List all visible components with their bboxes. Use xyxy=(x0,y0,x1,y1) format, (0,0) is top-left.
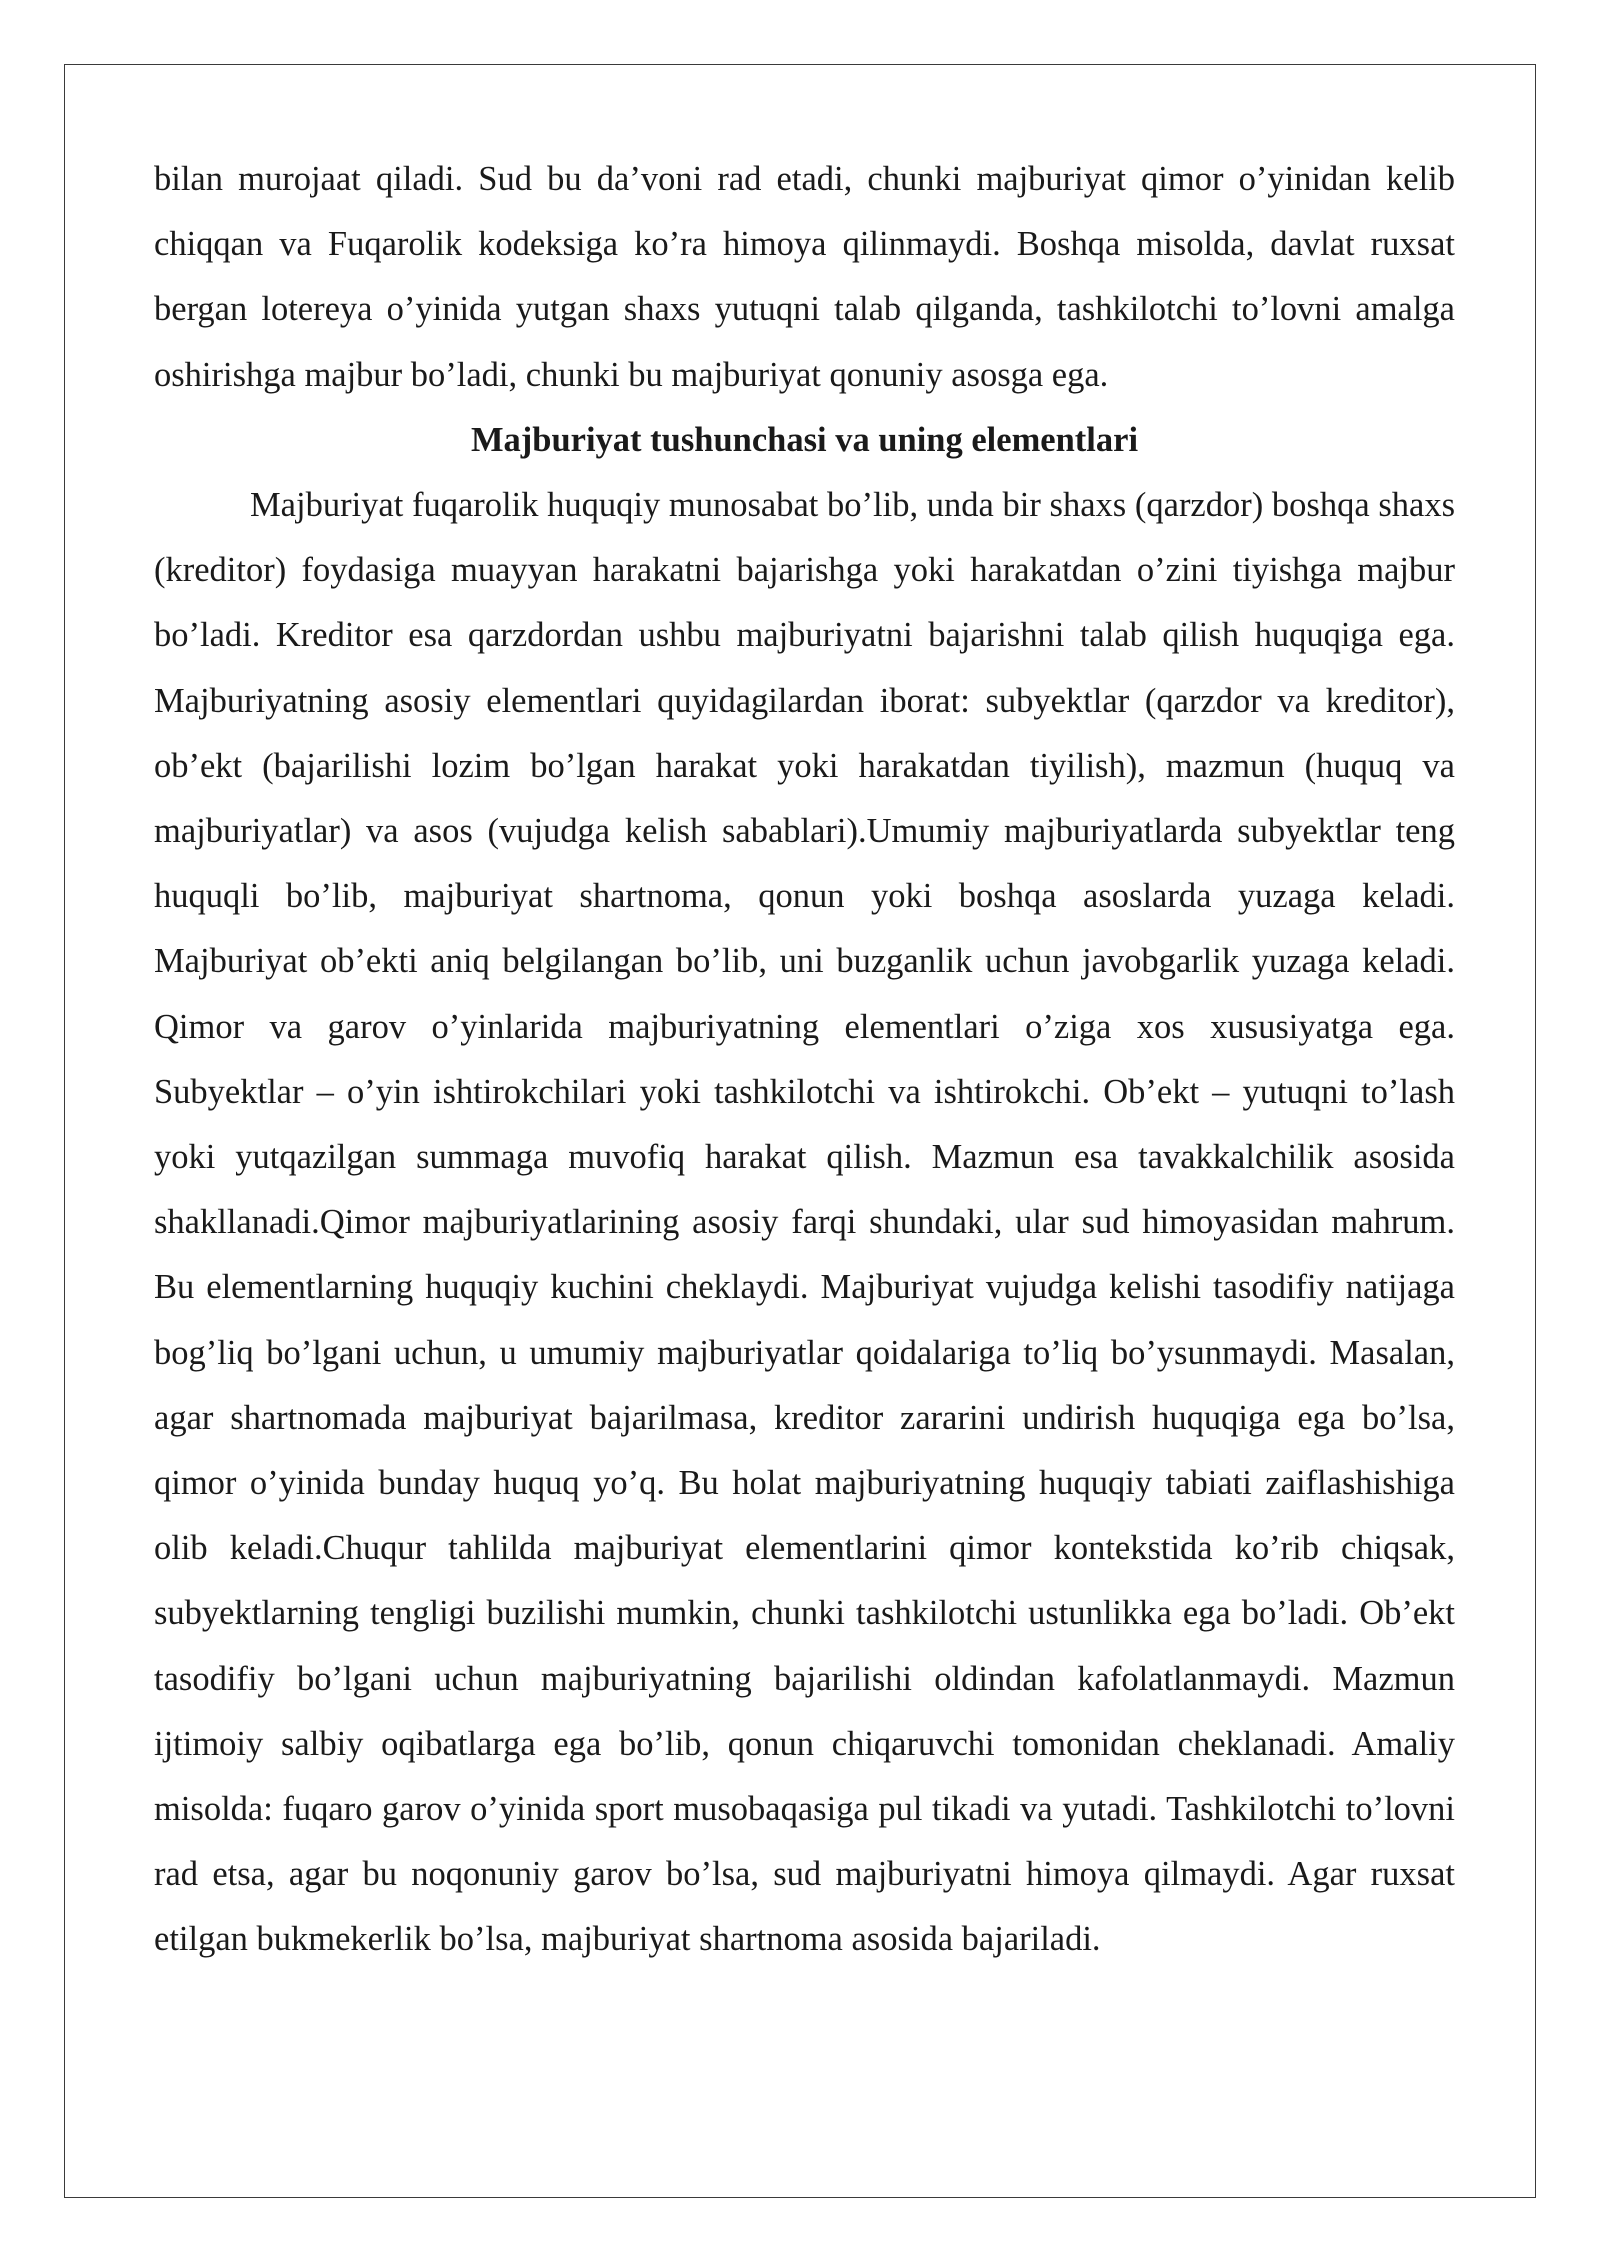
paragraph-main: Majburiyat fuqarolik huquqiy munosabat bo’lib, unda bir shaxs (qarzdor) boshqa shaxs (kreditor) foydasiga muayyan harakatni bajarishga yoki harakatdan o’zini tiyishga majbur bo’ladi. Kreditor esa qarzdordan ushbu majburiyatni bajarishni talab qilish huquqiga ega. Majburiyatning asosiy elementlari quyidagilardan iborat: subyektlar (qarzdor va kreditor), ob’ekt (bajarilishi lozim bo’lgan harakat yoki harakatdan tiyilish), mazmun (huquq va majburiyatlar) va asos (vujudga kelish sabablari).Umumiy majburiyatlarda subyektlar teng huquqli bo’lib, majburiyat shartnoma, qonun yoki boshqa asoslarda yuzaga keladi. Majburiyat ob’ekti aniq belgilangan bo’lib, uni buzganlik uchun javobgarlik yuzaga keladi. Qimor va garov o’yinlarida majburiyatning elementlari o’ziga xos xususiyatga ega. Subyektlar – o’yin ishtirokchilari yoki tashkilotchi va ishtirokchi. Ob’ekt – yutuqni to’lash yoki yutqazilgan summaga muvofiq harakat qilish. Mazmun esa tavakkalchilik asosida shakllanadi.Qimor majburiyatlarining asosiy farqi shundaki, ular sud himoyasidan mahrum. Bu elementlarning huquqiy kuchini cheklaydi. Majburiyat vujudga kelishi tasodifiy natijaga bog’liq bo’lgani uchun, u umumiy majburiyatlar qoidalariga to’liq bo’ysunmaydi. Masalan, agar shartnomada majburiyat bajarilmasa, kreditor zararini undirish huquqiga ega bo’lsa, qimor o’yinida bunday huquq yo’q. Bu holat majburiyatning huquqiy tabiati zaiflashishiga olib keladi.Chuqur tahlilda majburiyat elementlarini qimor kontekstida ko’rib chiqsak, subyektlarning tengligi buzilishi mumkin, chunki tashkilotchi ustunlikka ega bo’ladi. Ob’ekt tasodifiy bo’lgani uchun majburiyatning bajarilishi oldindan kafolatlanmaydi. Mazmun ijtimoiy salbiy oqibatlarga ega bo’lib, qonun chiqaruvchi tomonidan cheklanadi. Amaliy misolda: fuqaro garov o’yinida sport musobaqasiga pul tikadi va yutadi. Tashkilotchi to’lovni rad etsa, agar bu noqonuniy garov bo’lsa, sud majburiyatni himoya qilmaydi. Agar ruxsat etilgan bukmekerlik bo’lsa, majburiyat shartnoma asosida bajariladi. xyxy=(154,486,1455,1959)
document-body xyxy=(154,147,1455,1973)
section-heading: Majburiyat tushunchasi va uning elementlari xyxy=(470,420,1139,459)
paragraph-continuation: bilan murojaat qiladi. Sud bu da’voni rad etadi, chunki majburiyat qimor o’yinidan kelib chiqqan va Fuqarolik kodeksiga ko’ra himoya qilinmaydi. Boshqa misolda, davlat ruxsat bergan lotereya o’yinida yutgan shaxs yutuqni talab qilganda, tashkilotchi to’lovni amalga oshirishga majbur bo’ladi, chunki bu majburiyat qonuniy asosga ega. xyxy=(154,160,1455,394)
